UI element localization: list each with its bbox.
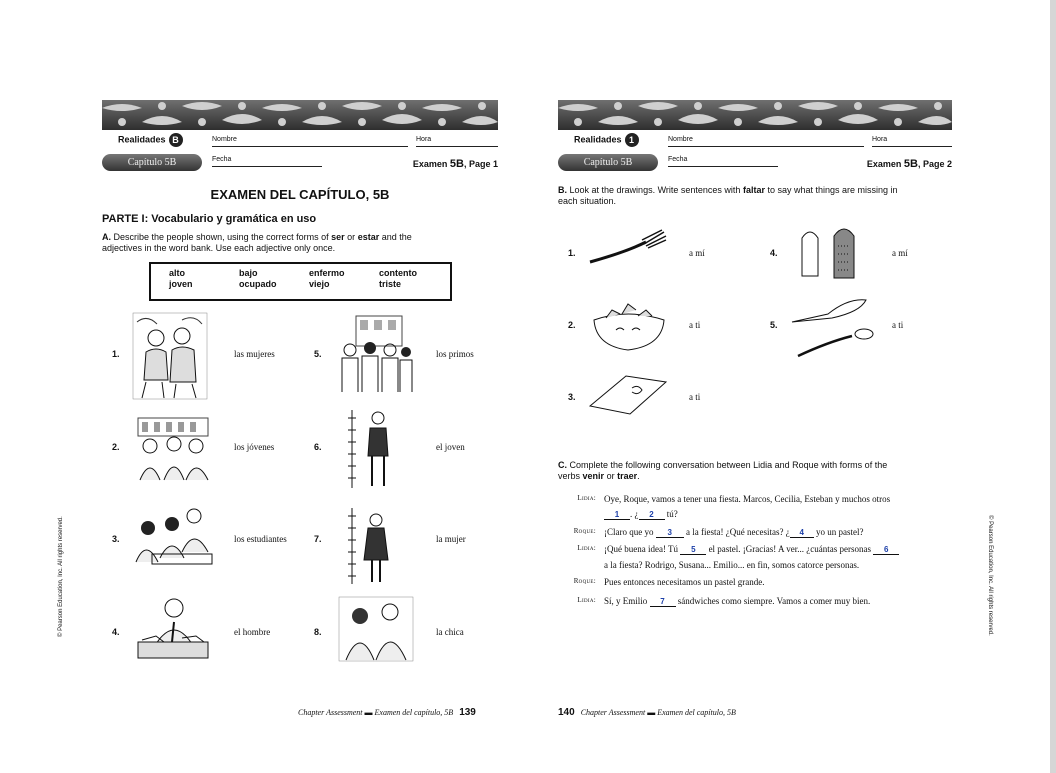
answer-blank[interactable]: 4: [790, 528, 814, 538]
conversation-line: ¡Claro que yo 3 a la fiesta! ¿Qué necesitas? ¿ 4 yo un pastel?: [604, 527, 864, 537]
examen-label: Examen 5B, Page 1: [412, 158, 498, 170]
copyright-note-left: © Pearson Education, Inc. All rights reserved.: [58, 516, 64, 637]
item-number: 7.: [314, 534, 322, 544]
level-badge: B: [169, 133, 183, 147]
fork-image: [586, 228, 668, 268]
speaker: Lidia:: [577, 596, 596, 604]
header-banner: [102, 100, 498, 130]
realidades-label: Realidades 1: [574, 133, 639, 147]
cousins-image: [336, 312, 418, 398]
young-people-image: [132, 414, 214, 482]
item-number: 8.: [314, 627, 322, 637]
item-label: la chica: [436, 627, 464, 637]
fecha-field[interactable]: Fecha: [212, 156, 322, 167]
item-number: 5.: [770, 320, 778, 330]
word: triste: [379, 279, 402, 289]
students-image: [132, 502, 216, 574]
word: enfermo: [309, 268, 345, 278]
item-label: el joven: [436, 442, 465, 452]
sugar-bowl-image: [586, 296, 670, 356]
item-label: a ti: [689, 320, 701, 330]
word: alto: [169, 268, 186, 278]
item-label: a ti: [689, 392, 701, 402]
conversation-line: a la fiesta? Rodrigo, Susana... Emilio... en fin, somos catorce personas.: [604, 560, 860, 570]
conversation-line: Sí, y Emilio 7 sándwiches como siempre. Vamos a comer muy bien.: [604, 596, 871, 606]
conversation-line: Pues entonces necesitamos un pastel grande.: [604, 577, 765, 587]
instructions-a: A. Describe the people shown, using the correct forms of ser or estar and the adjectives in the word bank. Use each adjective only once.: [102, 232, 412, 253]
item-number: 3.: [112, 534, 120, 544]
capitulo-pill: Capítulo 5B: [558, 154, 658, 171]
parte-heading: PARTE I: Vocabulario y gramática en uso: [102, 213, 317, 225]
exam-title: EXAMEN DEL CAPÍTULO, 5B: [210, 187, 390, 202]
viewer-edge: [1050, 0, 1056, 773]
nombre-field[interactable]: Nombre: [212, 136, 408, 147]
speaker: Lidia:: [577, 544, 596, 552]
answer-blank[interactable]: 5: [680, 545, 706, 555]
word: bajo: [239, 268, 258, 278]
word-bank: [149, 262, 452, 301]
napkin-image: [586, 370, 670, 420]
short-woman-image: [342, 506, 402, 586]
item-number: 1.: [568, 248, 576, 258]
item-label: los primos: [436, 349, 474, 359]
item-label: las mujeres: [234, 349, 275, 359]
item-label: a mí: [892, 248, 908, 258]
conversation-line: ¡Qué buena idea! Tú 5 el pastel. ¡Gracias! A ver... ¿cuántas personas 6: [604, 544, 899, 555]
examen-label: Examen 5B, Page 2: [866, 158, 952, 170]
hora-field[interactable]: Hora: [872, 136, 952, 147]
answer-blank[interactable]: 2: [639, 510, 665, 520]
item-number: 6.: [314, 442, 322, 452]
capitulo-pill: Capítulo 5B: [102, 154, 202, 171]
speaker: Roque:: [573, 527, 596, 535]
tall-young-man-image: [342, 406, 402, 490]
item-label: a ti: [892, 320, 904, 330]
busy-man-image: [132, 594, 214, 662]
item-number: 1.: [112, 349, 120, 359]
fecha-field[interactable]: Fecha: [668, 156, 778, 167]
two-old-women-image: [132, 312, 208, 400]
nombre-field[interactable]: Nombre: [668, 136, 864, 147]
speaker: Lidia:: [577, 494, 596, 502]
item-label: a mí: [689, 248, 705, 258]
item-number: 2.: [112, 442, 120, 452]
answer-blank[interactable]: 3: [656, 528, 684, 538]
item-number: 4.: [770, 248, 778, 258]
two-girls-image: [338, 596, 414, 662]
item-label: los jóvenes: [234, 442, 275, 452]
conversation-line: 1 . ¿ 2 tú?: [604, 509, 678, 520]
word: joven: [169, 279, 193, 289]
answer-blank[interactable]: 6: [873, 545, 899, 555]
speaker: Roque:: [573, 577, 596, 585]
item-number: 4.: [112, 627, 120, 637]
page-number: 139: [459, 707, 476, 718]
conversation-line: Oye, Roque, vamos a tener una fiesta. Marcos, Cecilia, Esteban y muchos otros: [604, 494, 891, 504]
item-label: los estudiantes: [234, 534, 287, 544]
instructions-b: B. Look at the drawings. Write sentences with faltar to say what things are missing in each situation.: [558, 185, 898, 206]
header-banner: [558, 100, 952, 130]
knife-spoon-image: [788, 292, 878, 362]
word: contento: [379, 268, 417, 278]
page-footer: Chapter Assessment ▬ Examen del capítulo, 5B 139: [298, 707, 476, 718]
realidades-label: Realidades B: [118, 133, 183, 147]
item-label: la mujer: [436, 534, 466, 544]
item-number: 5.: [314, 349, 322, 359]
page-footer: 140 Chapter Assessment ▬ Examen del capítulo, 5B: [558, 707, 736, 718]
item-number: 3.: [568, 392, 576, 402]
instructions-c: C. Complete the following conversation between Lidia and Roque with forms of the verbs venir or traer.: [558, 460, 888, 481]
answer-blank[interactable]: 1: [604, 510, 630, 520]
item-label: el hombre: [234, 627, 271, 637]
hora-field[interactable]: Hora: [416, 136, 498, 147]
salt-pepper-image: [794, 222, 868, 282]
page-number: 140: [558, 707, 575, 718]
word: viejo: [309, 279, 330, 289]
item-number: 2.: [568, 320, 576, 330]
word: ocupado: [239, 279, 277, 289]
answer-blank[interactable]: 7: [650, 597, 676, 607]
level-badge: 1: [625, 133, 639, 147]
copyright-note-right: © Pearson Education, Inc. All rights reserved.: [987, 515, 993, 636]
